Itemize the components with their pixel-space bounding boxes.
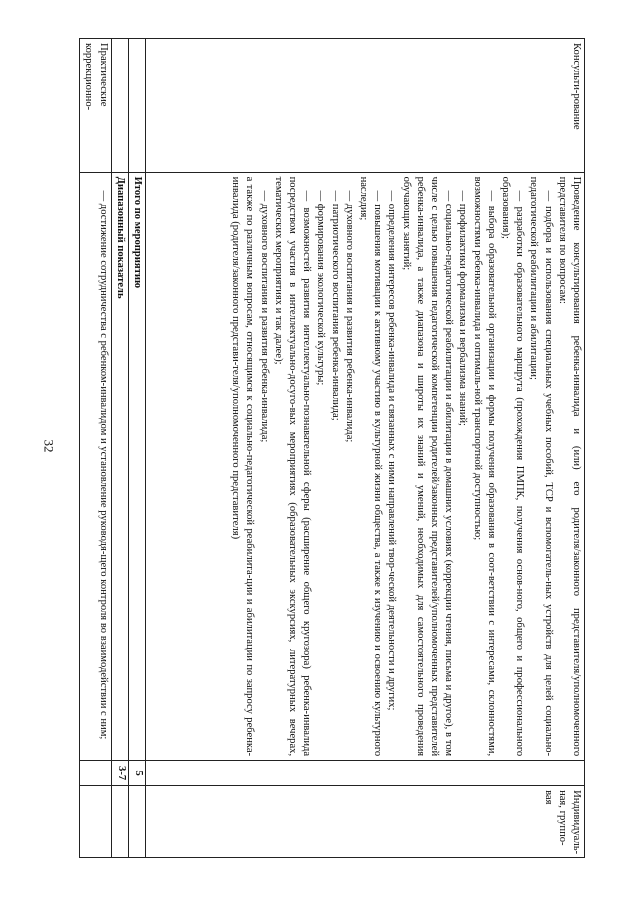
empty-cell	[128, 786, 145, 858]
rehabilitation-table	[79, 38, 585, 858]
range-label: Диапазонный показатель	[111, 172, 128, 761]
table-row	[111, 39, 128, 858]
category-label: Консульти-рование	[571, 43, 582, 130]
form-cell	[80, 786, 111, 858]
list-item: — достижение сотрудничества с ребенком-инвалидом и установление руководя-щего контроля во взаимодействии с ним;	[97, 190, 109, 740]
content-intro: Проведение консультирования ребенка-инвалида и (или) его родителя/законного представителя/уполномоченного представителя по вопросам:	[556, 176, 582, 757]
value-cell	[146, 761, 585, 786]
list-item: — профилактики формализма и вербализма знаний;	[457, 190, 469, 426]
list-item: — формирования экологической культуры;	[315, 190, 327, 386]
empty-cell	[111, 39, 128, 173]
list-item: — духовного воспитания и развития ребенка-инвалида;	[258, 190, 270, 443]
form-cell	[146, 786, 585, 858]
content-cell	[80, 172, 111, 761]
list-item: — определения интересов ребенка-инвалида и связанных с ними направлений твор-ческой деятельности и других;	[386, 190, 398, 711]
list-item: — духовного воспитания и развития ребенка-инвалида;	[343, 190, 355, 443]
rotated-page	[65, 38, 585, 858]
list-item: — возможностей развития интеллектуально-познавательной сферы (расширение общего кругозора) ребенка-инвалида посредством участия в интеллектуально-досуго-вых мероприятиях (образовательных экскурсиях, литературных вечерах, тематических мероприятиях и так далее);	[272, 176, 313, 757]
page-number: 32	[41, 439, 57, 453]
total-value: 5	[128, 761, 145, 786]
category-cell	[80, 39, 111, 173]
empty-cell	[128, 39, 145, 173]
category-cell	[146, 39, 585, 173]
table-row	[146, 39, 585, 858]
category-label: Практические коррекционно-	[83, 43, 109, 111]
list-item: — патриотического воспитания ребенка-инвалида;	[329, 190, 341, 421]
list-item: — выбора образовательной организации и формы получения образования в соот-ветствии с интересами, склонностями, возможностями ребенка-инвалида и оптималь-ной транспортной доступностью;	[471, 176, 497, 757]
list-item: — повышения мотивации к активному участию в культурной жизни общества, а также к изучению и освоению культурного наследия;	[357, 176, 384, 757]
form-label: Индивидуаль-ная, группо-вая	[542, 790, 582, 855]
list-item: — разработки образовательного маршрута (прохождения ПМПК, получения основ-ного, общего и профессионального образования);	[499, 176, 526, 757]
list-item: — социально-педагогической реабилитации и абилитации в домашних условиях (коррекции чтения, письма и другое), в том числе с целью повышения педагогической компетенции родителей/законных представителей/уполномоченных представителей ребенка-инвалида, а также диапазона и широты их знаний и умений, необходимых для самостоятельного проведения обучающих занятий;	[400, 176, 455, 757]
list-item: — подбора и использования специальных учебных пособий, ТСР и вспомогатель-ных устройств для целей социально-педагогической реабилитации и абилитации;	[528, 176, 554, 757]
total-label: Итого по мероприятию	[128, 172, 145, 761]
content-cell	[146, 172, 585, 761]
empty-cell	[111, 786, 128, 858]
value-cell	[80, 761, 111, 786]
list-item: а также по различным вопросам, относящимся к социально-педагогической реабилита-ции и абилитации по запросу ребенка-инвалида (родителя/законного представи-теля/уполномоченного представителя)	[230, 176, 256, 757]
range-value: 3-7	[111, 761, 128, 786]
table-row	[80, 39, 111, 858]
table-row	[128, 39, 145, 858]
